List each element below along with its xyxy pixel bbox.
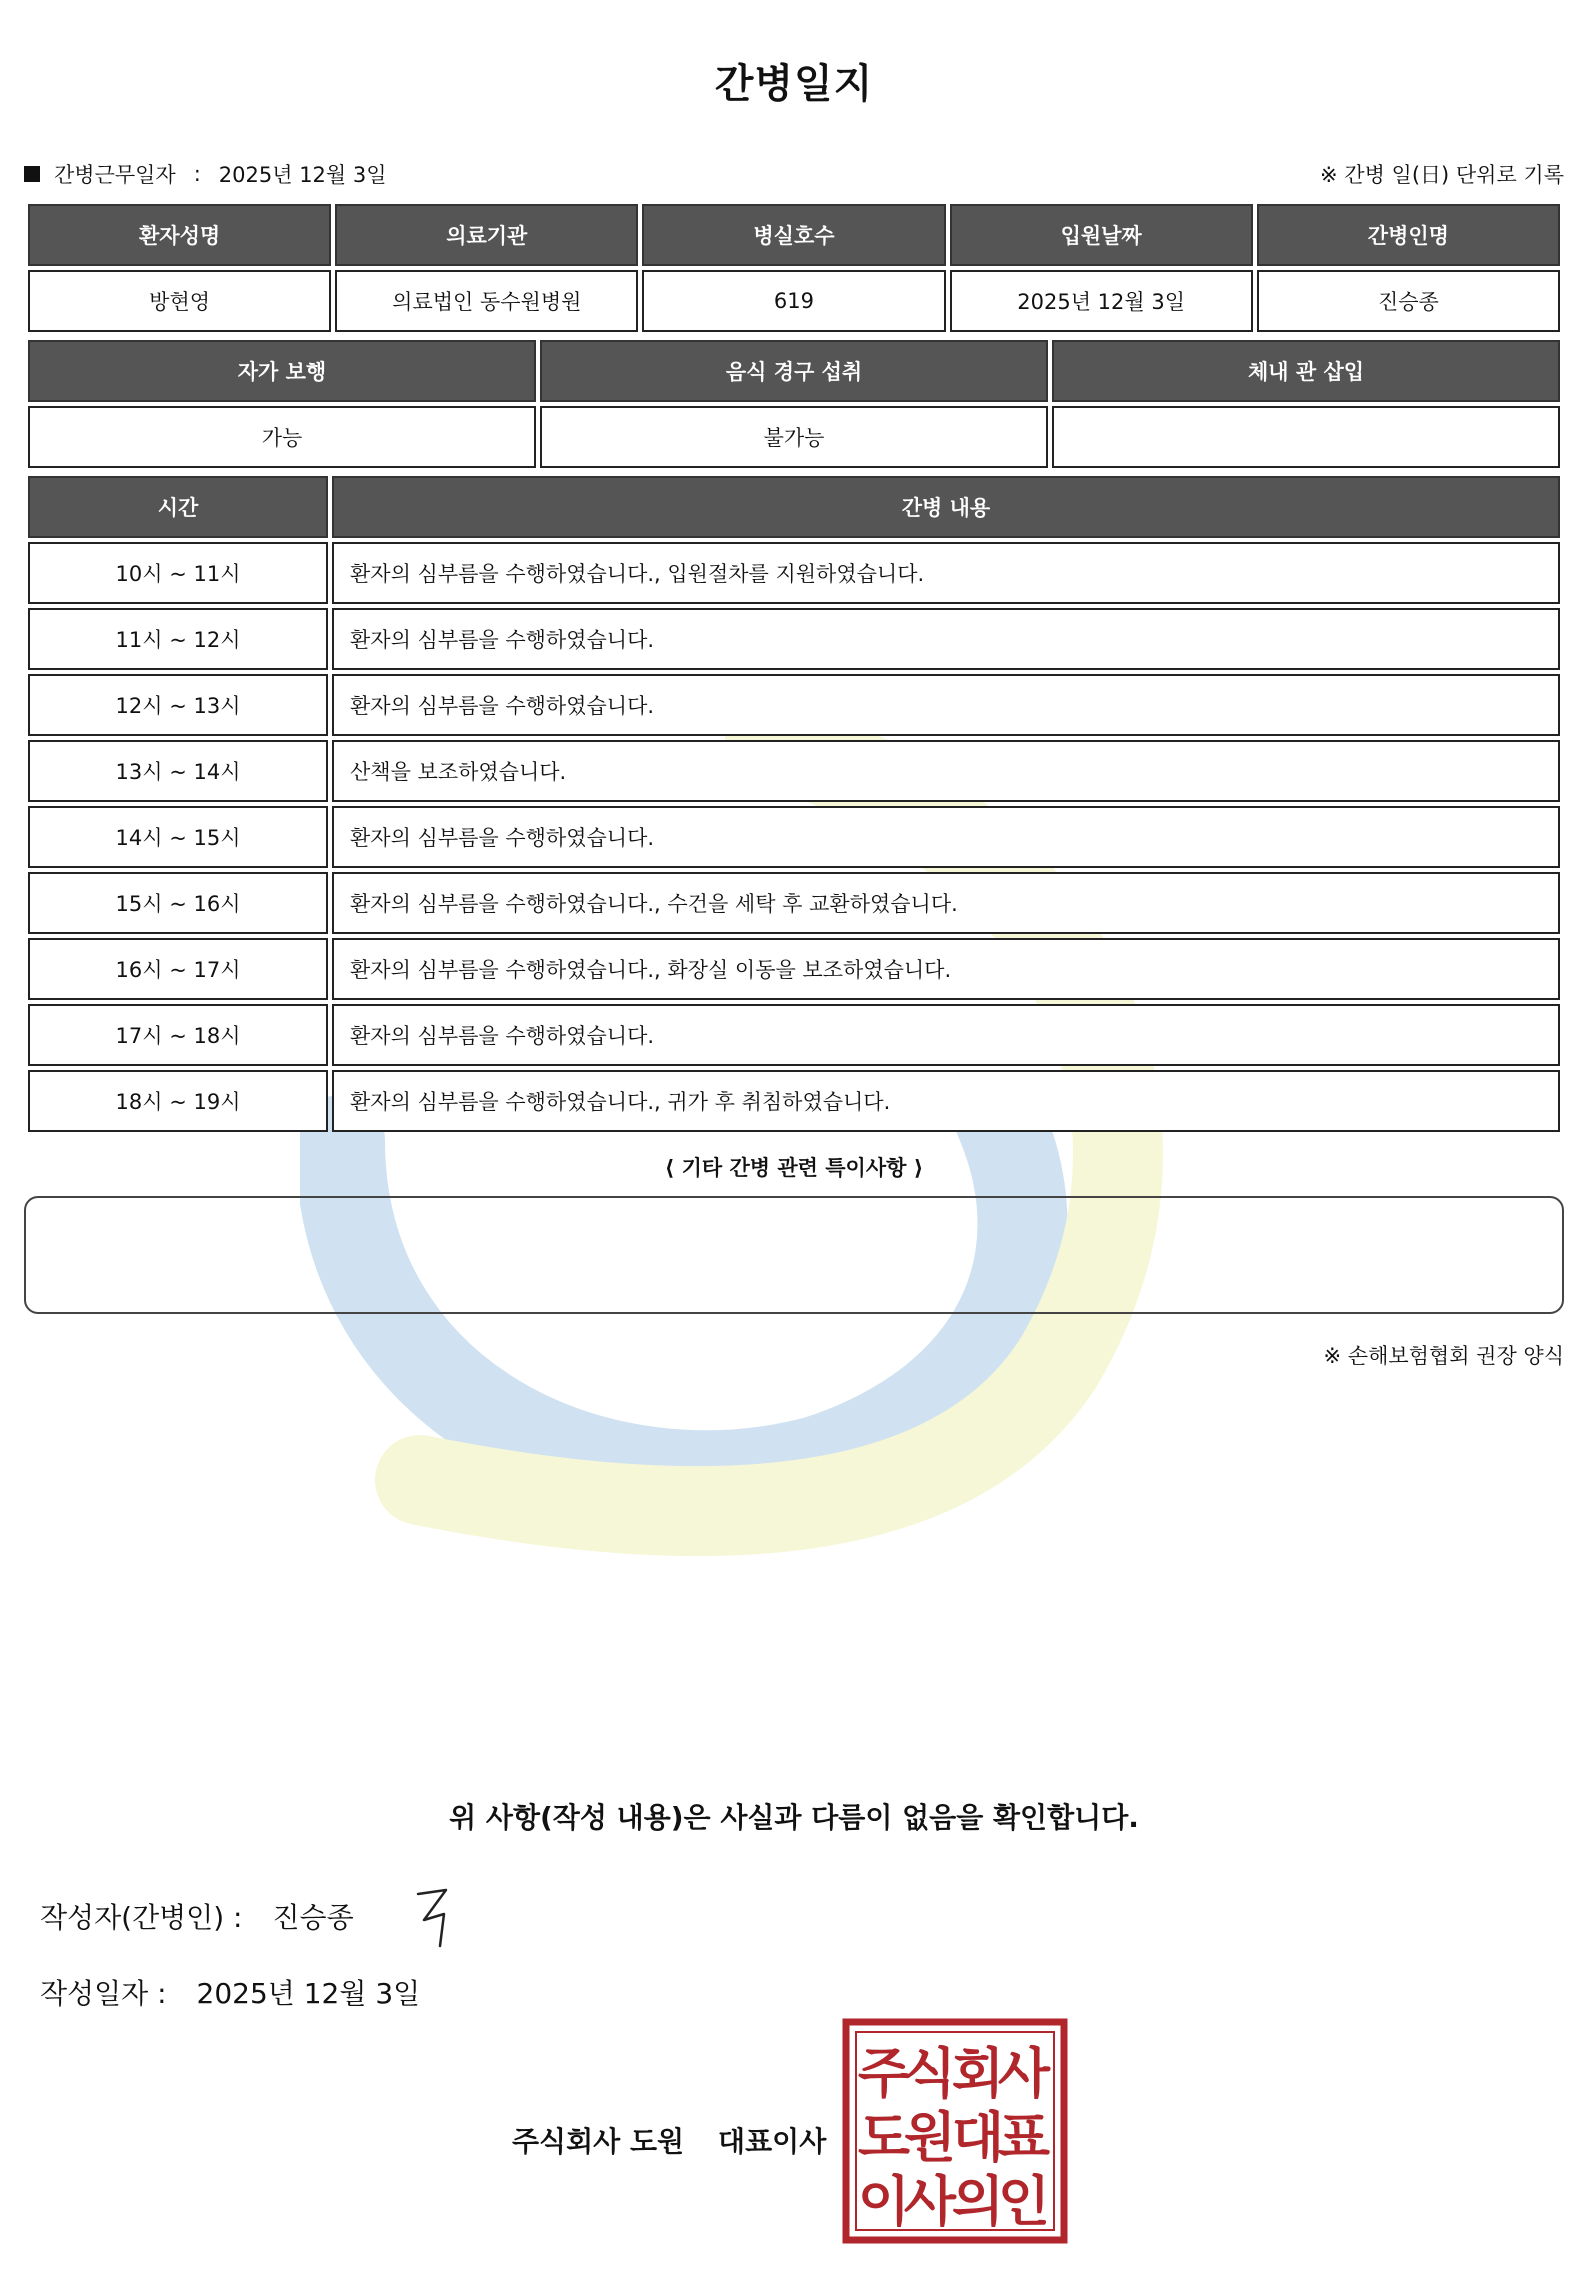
- table-row: [28, 872, 1560, 934]
- header-institution: 의료기관: [335, 204, 638, 266]
- room-number: 619: [642, 270, 945, 332]
- header-caregiver: 간병인명: [1257, 204, 1560, 266]
- svg-text:사: 사: [903, 2170, 957, 2233]
- row-content: 환자의 심부름을 수행하였습니다.: [332, 674, 1560, 736]
- patient-info-table: [24, 200, 1564, 336]
- svg-text:표: 표: [997, 2106, 1051, 2169]
- svg-text:인: 인: [997, 2170, 1051, 2233]
- row-time: 16시 ~ 17시: [28, 938, 328, 1000]
- work-date-value: 2025년 12월 3일: [218, 163, 387, 187]
- table-row: [28, 938, 1560, 1000]
- table-row: [28, 608, 1560, 670]
- unit-note: ※ 간병 일(日) 단위로 기록: [1320, 163, 1564, 187]
- written-date-label: 작성일자 :: [40, 1977, 167, 2010]
- row-content: 환자의 심부름을 수행하였습니다., 수건을 세탁 후 교환하였습니다.: [332, 872, 1560, 934]
- work-date-row: [24, 156, 1564, 192]
- header-patient-name: 환자성명: [28, 204, 331, 266]
- header-oral-intake: 음식 경구 섭취: [540, 340, 1048, 402]
- row-time: 13시 ~ 14시: [28, 740, 328, 802]
- svg-text:식: 식: [903, 2042, 957, 2105]
- care-log-header-row: [28, 476, 1560, 538]
- table-row: [28, 806, 1560, 868]
- writer-line: [40, 1896, 354, 1936]
- header-time: 시간: [28, 476, 328, 538]
- page-title: 간병일지: [714, 61, 874, 107]
- row-time: 17시 ~ 18시: [28, 1004, 328, 1066]
- row-content: 산책을 보조하였습니다.: [332, 740, 1560, 802]
- header-tube: 체내 관 삽입: [1052, 340, 1560, 402]
- care-log-table: [24, 472, 1564, 1136]
- row-content: 환자의 심부름을 수행하였습니다.: [332, 608, 1560, 670]
- tube-status: [1052, 406, 1560, 468]
- remarks-title: ⟨ 기타 간병 관련 특이사항 ⟩: [664, 1156, 924, 1180]
- row-time: 14시 ~ 15시: [28, 806, 328, 868]
- remarks-box: [24, 1196, 1564, 1314]
- company-seal-stamp: [842, 2018, 1068, 2244]
- oral-intake-status: 불가능: [540, 406, 1048, 468]
- row-time: 10시 ~ 11시: [28, 542, 328, 604]
- walking-status: 가능: [28, 406, 536, 468]
- written-date-line: [40, 1972, 420, 2012]
- svg-text:의: 의: [951, 2170, 1005, 2233]
- header-walking: 자가 보행: [28, 340, 536, 402]
- row-time: 15시 ~ 16시: [28, 872, 328, 934]
- svg-text:사: 사: [997, 2042, 1051, 2105]
- company-line: [512, 2120, 826, 2160]
- header-content: 간병 내용: [332, 476, 1560, 538]
- table-row: [28, 1004, 1560, 1066]
- table-row: [28, 740, 1560, 802]
- writer-label: 작성자(간병인) :: [40, 1901, 243, 1934]
- table-row: [28, 674, 1560, 736]
- company-title: 대표이사: [718, 2125, 827, 2158]
- caregiver-name: 진승종: [1257, 270, 1560, 332]
- company-name: 주식회사 도원: [512, 2125, 685, 2158]
- row-time: 11시 ~ 12시: [28, 608, 328, 670]
- row-time: 18시 ~ 19시: [28, 1070, 328, 1132]
- svg-text:도: 도: [857, 2106, 911, 2169]
- square-bullet-icon: [24, 166, 40, 182]
- table-row: [28, 542, 1560, 604]
- row-time: 12시 ~ 13시: [28, 674, 328, 736]
- svg-text:주: 주: [857, 2042, 911, 2105]
- header-admission-date: 입원날짜: [950, 204, 1253, 266]
- work-date: [24, 159, 387, 189]
- svg-text:원: 원: [903, 2106, 957, 2169]
- recommend-note: ※ 손해보험협회 권장 양식: [1323, 1344, 1564, 1368]
- admission-date: 2025년 12월 3일: [950, 270, 1253, 332]
- row-content: 환자의 심부름을 수행하였습니다., 화장실 이동을 보조하였습니다.: [332, 938, 1560, 1000]
- confirmation-statement: 위 사항(작성 내용)은 사실과 다름이 없음을 확인합니다.: [449, 1801, 1139, 1834]
- table-row: [28, 1070, 1560, 1132]
- institution: 의료법인 동수원병원: [335, 270, 638, 332]
- status-value-row: [28, 406, 1560, 468]
- header-room: 병실호수: [642, 204, 945, 266]
- svg-text:대: 대: [951, 2106, 1005, 2169]
- svg-text:회: 회: [951, 2042, 1005, 2105]
- patient-status-table: [24, 336, 1564, 472]
- work-date-label: 간병근무일자: [54, 163, 176, 187]
- row-content: 환자의 심부름을 수행하였습니다.: [332, 1004, 1560, 1066]
- writer-name: 진승종: [272, 1901, 354, 1934]
- row-content: 환자의 심부름을 수행하였습니다.: [332, 806, 1560, 868]
- handwritten-signature: [410, 1880, 470, 1950]
- patient-value-row: [28, 270, 1560, 332]
- written-date-value: 2025년 12월 3일: [196, 1977, 421, 2010]
- patient-name: 방현영: [28, 270, 331, 332]
- work-date-separator: :: [193, 162, 201, 186]
- row-content: 환자의 심부름을 수행하였습니다., 귀가 후 취침하였습니다.: [332, 1070, 1560, 1132]
- patient-header-row: [28, 204, 1560, 266]
- status-header-row: [28, 340, 1560, 402]
- row-content: 환자의 심부름을 수행하였습니다., 입원절차를 지원하였습니다.: [332, 542, 1560, 604]
- svg-text:이: 이: [857, 2170, 911, 2233]
